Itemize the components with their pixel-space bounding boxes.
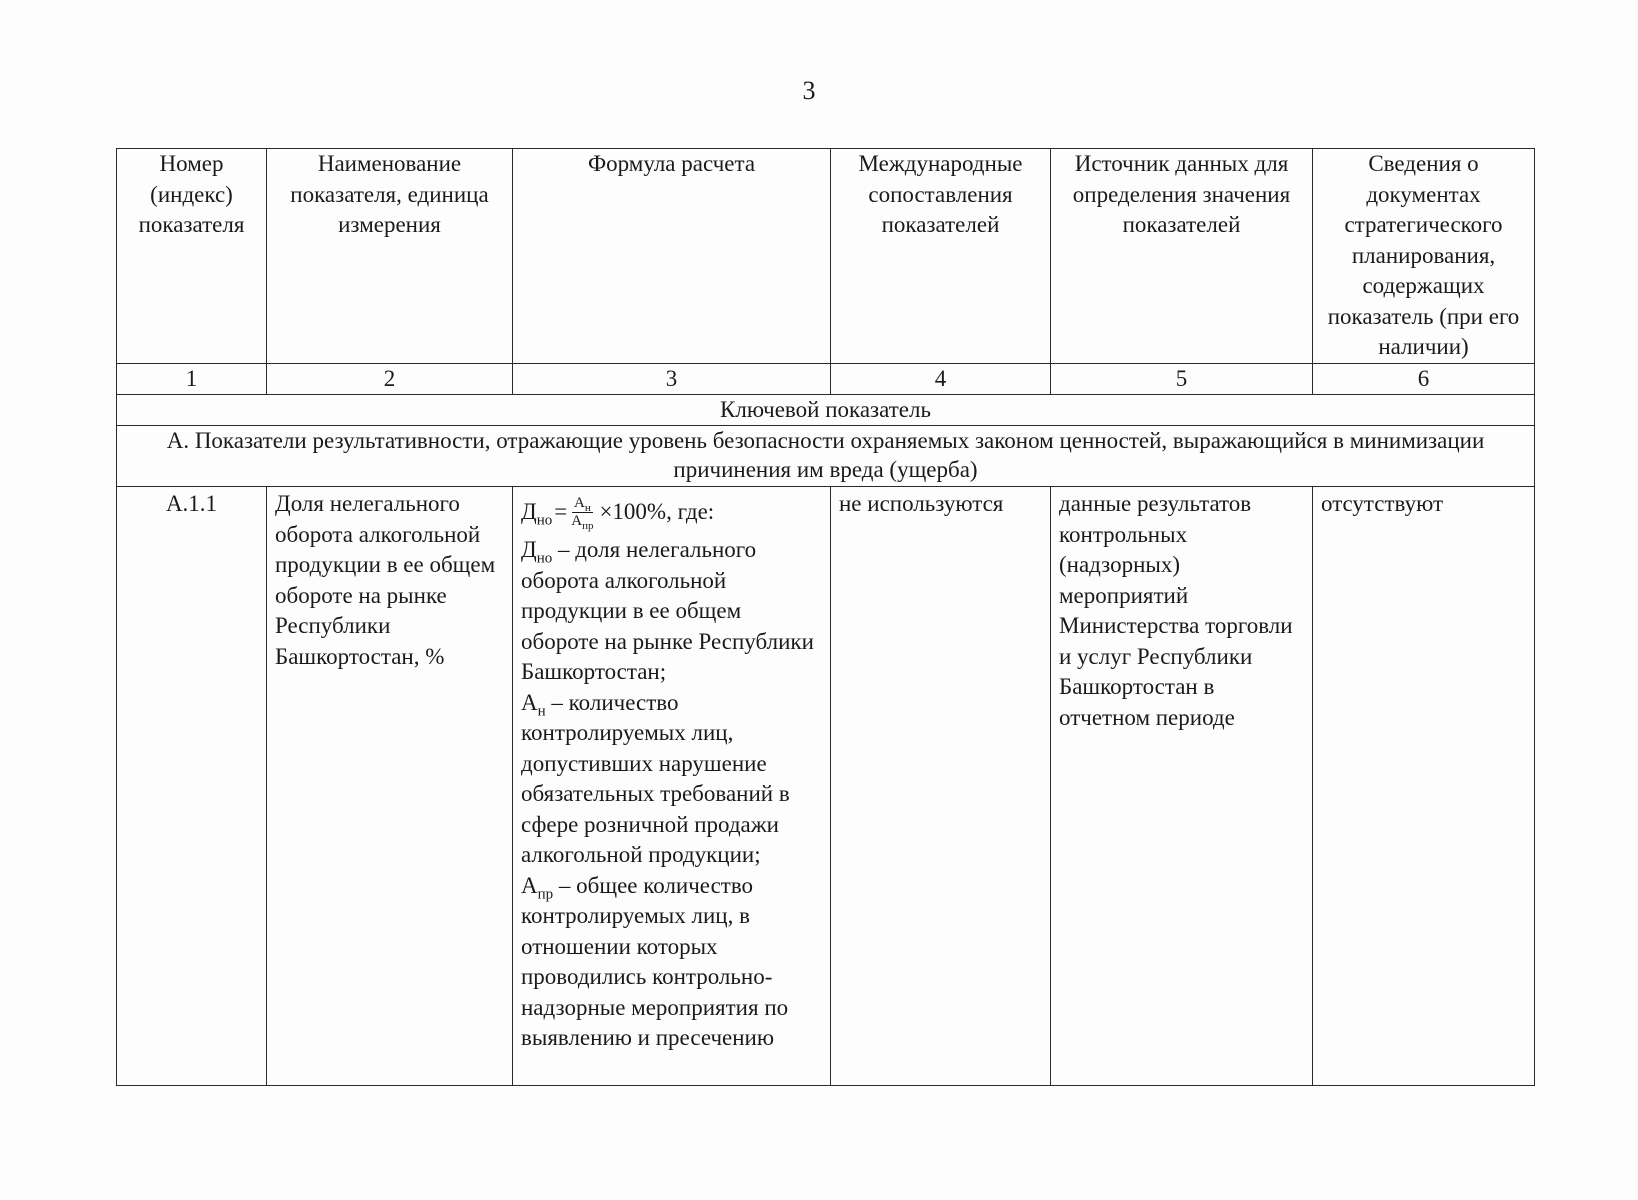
column-number: 6 bbox=[1313, 364, 1535, 395]
column-number-row bbox=[117, 364, 1535, 395]
column-number: 5 bbox=[1051, 364, 1313, 395]
formula-definition: $Д_{но}$ – доля нелегального оборота алкогольной продукции в ее общем обороте на рынке Республики Башкортостан; bbox=[521, 537, 814, 684]
table-row bbox=[117, 487, 1535, 1086]
row-index: А.1.1 bbox=[117, 487, 267, 1086]
header-source: Источник данных для определения значения показателей bbox=[1051, 149, 1313, 364]
formula-expression bbox=[521, 489, 822, 535]
indicators-table bbox=[116, 148, 1535, 1086]
formula-fraction bbox=[569, 495, 595, 530]
row-formula bbox=[513, 487, 831, 1086]
formula-equals: = bbox=[554, 498, 568, 524]
formula-definition: $А_н$ – количество контролируемых лиц, допустивших нарушение обязательных требований в сфере розничной продажи алкогольной продукции; bbox=[521, 689, 790, 867]
column-number: 1 bbox=[117, 364, 267, 395]
subsection-title: А. Показатели результативности, отражающие уровень безопасности охраняемых законом ценностей, выражающийся в минимизации причинения им вреда (ущерба) bbox=[117, 426, 1535, 487]
header-index: Номер (индекс) показателя bbox=[117, 149, 267, 364]
header-row bbox=[117, 149, 1535, 364]
formula-lhs: $Д_{но}$ bbox=[521, 498, 553, 529]
header-name: Наименование показателя, единица измерения bbox=[267, 149, 513, 364]
formula-denominator: $А_{пр}$ bbox=[571, 512, 594, 532]
page-number: 3 bbox=[802, 76, 816, 105]
row-name: Доля нелегального оборота алкогольной продукции в ее общем обороте на рынке Республики Башкортостан, % bbox=[267, 487, 513, 1086]
header-strategic-docs: Сведения о документах стратегического планирования, содержащих показатель (при его наличии) bbox=[1313, 149, 1535, 364]
section-row bbox=[117, 395, 1535, 426]
column-number: 4 bbox=[831, 364, 1051, 395]
formula-definition: $А_{пр}$ – общее количество контролируемых лиц, в отношении которых проводились контрольно-надзорные мероприятия по выявлению и пресечению bbox=[521, 872, 789, 1050]
subsection-row bbox=[117, 426, 1535, 487]
section-title: Ключевой показатель bbox=[117, 395, 1535, 426]
row-strategic-docs: отсутствуют bbox=[1313, 487, 1535, 1086]
column-number: 3 bbox=[513, 364, 831, 395]
row-international: не используются bbox=[831, 487, 1051, 1086]
column-number: 2 bbox=[267, 364, 513, 395]
header-formula: Формула расчета bbox=[513, 149, 831, 364]
formula-tail: ×100%, где: bbox=[599, 498, 715, 524]
formula-numerator: $А_н$ bbox=[573, 494, 591, 514]
header-international: Международные сопоставления показателей bbox=[831, 149, 1051, 364]
row-source: данные результатов контрольных (надзорных) мероприятий Министерства торговли и услуг Республики Башкортостан в отчетном периоде bbox=[1051, 487, 1313, 1086]
